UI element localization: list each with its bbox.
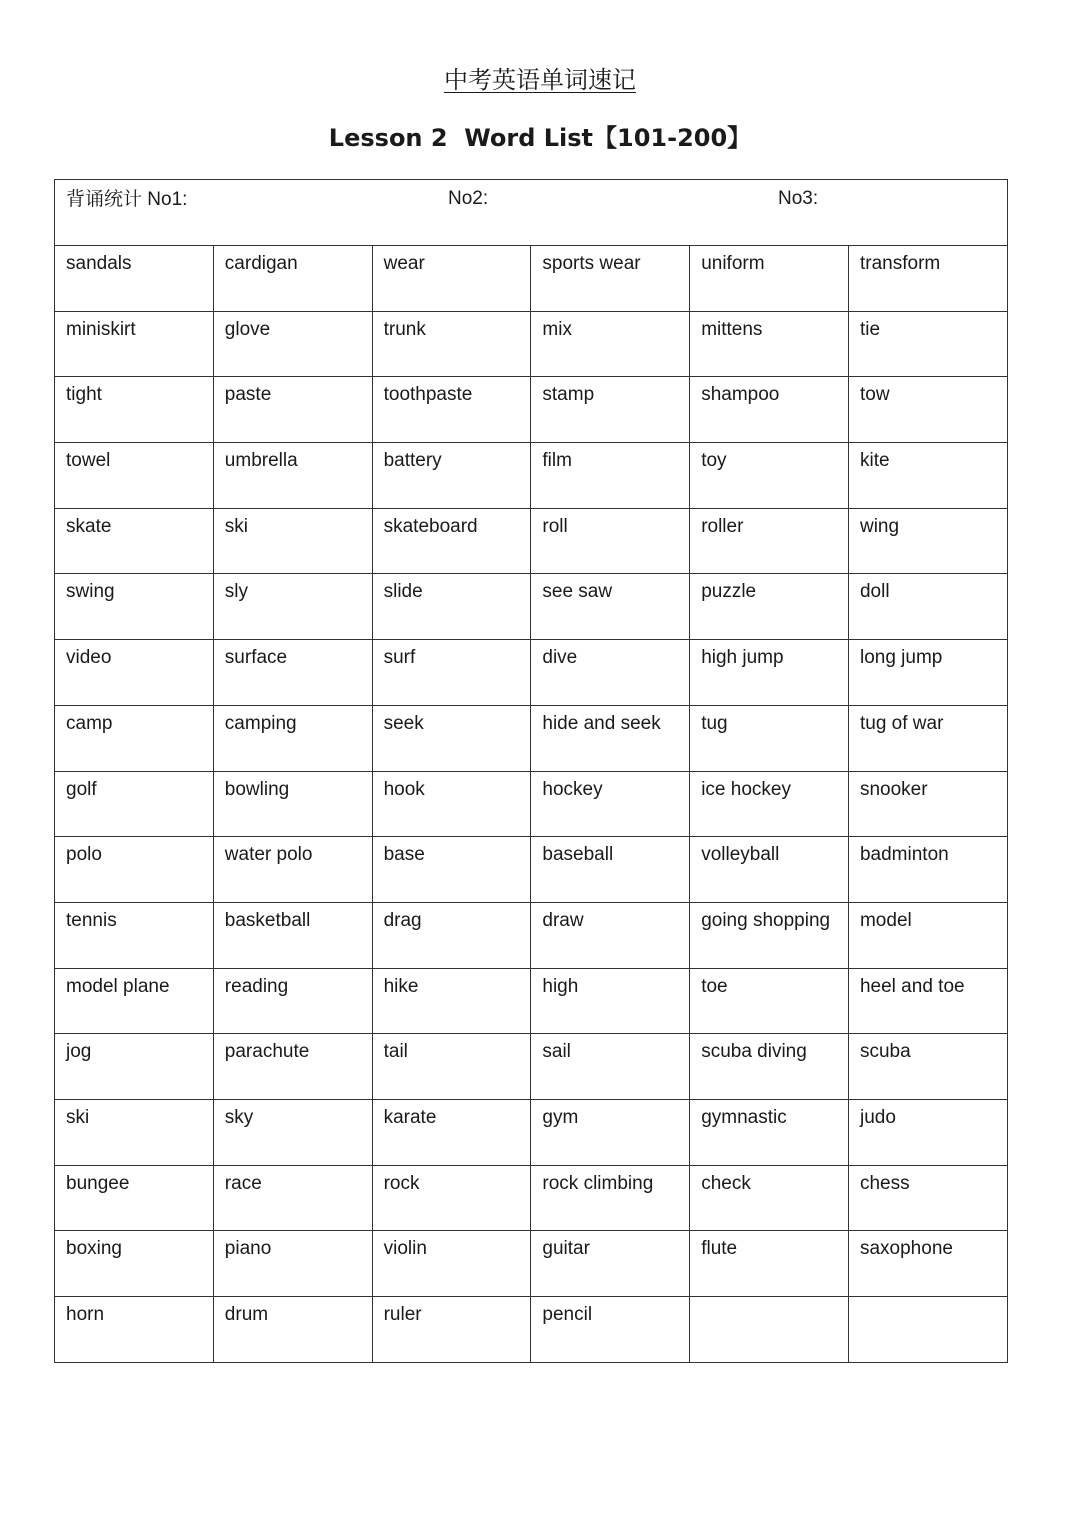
word-cell: swing (55, 574, 214, 640)
word-row (55, 771, 1008, 837)
word-cell: toe (690, 968, 849, 1034)
word-cell: camp (55, 705, 214, 771)
word-cell: high (531, 968, 690, 1034)
word-cell: parachute (213, 1034, 372, 1100)
word-row (55, 1231, 1008, 1297)
word-cell: skate (55, 508, 214, 574)
word-cell: shampoo (690, 377, 849, 443)
word-cell: race (213, 1165, 372, 1231)
word-cell: slide (372, 574, 531, 640)
word-cell: stamp (531, 377, 690, 443)
word-cell: heel and toe (848, 968, 1007, 1034)
word-cell: sky (213, 1099, 372, 1165)
word-cell: miniskirt (55, 311, 214, 377)
word-cell: volleyball (690, 837, 849, 903)
word-cell: battery (372, 443, 531, 509)
word-cell: toy (690, 443, 849, 509)
word-cell: puzzle (690, 574, 849, 640)
word-cell: roll (531, 508, 690, 574)
word-cell: gym (531, 1099, 690, 1165)
stats-no1-label: No1: (147, 189, 188, 210)
word-cell: karate (372, 1099, 531, 1165)
word-cell: ski (213, 508, 372, 574)
word-cell: rock climbing (531, 1165, 690, 1231)
word-cell: dive (531, 640, 690, 706)
word-cell: polo (55, 837, 214, 903)
word-cell: paste (213, 377, 372, 443)
word-cell: uniform (690, 246, 849, 312)
word-cell: seek (372, 705, 531, 771)
word-cell: rock (372, 1165, 531, 1231)
stats-label: 背诵统计 (66, 188, 143, 210)
word-cell: guitar (531, 1231, 690, 1297)
word-cell: mix (531, 311, 690, 377)
word-row (55, 311, 1008, 377)
word-cell: bowling (213, 771, 372, 837)
word-list-table (54, 179, 1008, 1363)
word-cell: drum (213, 1297, 372, 1363)
word-cell: surf (372, 640, 531, 706)
word-cell: pencil (531, 1297, 690, 1363)
word-row (55, 377, 1008, 443)
word-row (55, 574, 1008, 640)
word-cell: gymnastic (690, 1099, 849, 1165)
word-cell: glove (213, 311, 372, 377)
word-cell: tail (372, 1034, 531, 1100)
word-cell: reading (213, 968, 372, 1034)
word-cell: basketball (213, 902, 372, 968)
word-cell: towel (55, 443, 214, 509)
word-cell: piano (213, 1231, 372, 1297)
document-title-text: 中考英语单词速记 (444, 66, 636, 94)
word-cell: base (372, 837, 531, 903)
stats-no3-label: No3: (778, 188, 819, 209)
word-row (55, 443, 1008, 509)
word-cell: sports wear (531, 246, 690, 312)
word-row (55, 1165, 1008, 1231)
word-row (55, 902, 1008, 968)
word-cell: judo (848, 1099, 1007, 1165)
word-cell: ruler (372, 1297, 531, 1363)
word-cell: see saw (531, 574, 690, 640)
word-row (55, 1034, 1008, 1100)
word-cell: golf (55, 771, 214, 837)
word-cell: ski (55, 1099, 214, 1165)
word-cell: boxing (55, 1231, 214, 1297)
word-cell: transform (848, 246, 1007, 312)
word-cell: snooker (848, 771, 1007, 837)
word-cell: flute (690, 1231, 849, 1297)
word-cell: umbrella (213, 443, 372, 509)
word-cell: camping (213, 705, 372, 771)
word-cell: hockey (531, 771, 690, 837)
lesson-subtitle: Lesson 2 Word List【101-200】 (328, 124, 752, 152)
word-cell: violin (372, 1231, 531, 1297)
word-cell: tug of war (848, 705, 1007, 771)
word-cell: cardigan (213, 246, 372, 312)
word-row (55, 246, 1008, 312)
word-cell: sandals (55, 246, 214, 312)
word-cell: wear (372, 246, 531, 312)
word-cell: jog (55, 1034, 214, 1100)
word-cell: tow (848, 377, 1007, 443)
word-cell: model (848, 902, 1007, 968)
word-cell: surface (213, 640, 372, 706)
word-row (55, 1099, 1008, 1165)
word-cell: tug (690, 705, 849, 771)
word-row (55, 1297, 1008, 1363)
word-cell: horn (55, 1297, 214, 1363)
word-cell: roller (690, 508, 849, 574)
word-cell: chess (848, 1165, 1007, 1231)
word-cell: hide and seek (531, 705, 690, 771)
word-cell: tight (55, 377, 214, 443)
word-cell: skateboard (372, 508, 531, 574)
word-cell: baseball (531, 837, 690, 903)
word-cell: bungee (55, 1165, 214, 1231)
word-cell: check (690, 1165, 849, 1231)
word-cell: trunk (372, 311, 531, 377)
word-cell: scuba diving (690, 1034, 849, 1100)
word-cell: high jump (690, 640, 849, 706)
word-cell: ice hockey (690, 771, 849, 837)
word-row (55, 640, 1008, 706)
word-cell: saxophone (848, 1231, 1007, 1297)
word-cell: mittens (690, 311, 849, 377)
word-cell: wing (848, 508, 1007, 574)
word-cell: toothpaste (372, 377, 531, 443)
word-cell: video (55, 640, 214, 706)
word-cell: water polo (213, 837, 372, 903)
word-cell: badminton (848, 837, 1007, 903)
word-cell: drag (372, 902, 531, 968)
word-cell: model plane (55, 968, 214, 1034)
word-cell: long jump (848, 640, 1007, 706)
word-cell: kite (848, 443, 1007, 509)
recitation-stats-row (55, 180, 1008, 246)
word-cell: hike (372, 968, 531, 1034)
word-cell: hook (372, 771, 531, 837)
word-cell: draw (531, 902, 690, 968)
word-row (55, 837, 1008, 903)
word-cell: tennis (55, 902, 214, 968)
word-row (55, 705, 1008, 771)
document-title (0, 62, 1080, 98)
word-cell: tie (848, 311, 1007, 377)
stats-no2-label: No2: (448, 188, 489, 209)
stats-no1 (66, 187, 187, 212)
word-cell: doll (848, 574, 1007, 640)
word-cell: sly (213, 574, 372, 640)
word-cell: going shopping (690, 902, 849, 968)
empty-cell (690, 1297, 849, 1363)
word-cell: sail (531, 1034, 690, 1100)
empty-cell (848, 1297, 1007, 1363)
word-row (55, 508, 1008, 574)
word-cell: film (531, 443, 690, 509)
word-cell: scuba (848, 1034, 1007, 1100)
word-row (55, 968, 1008, 1034)
recitation-stats-cell (55, 180, 1008, 246)
